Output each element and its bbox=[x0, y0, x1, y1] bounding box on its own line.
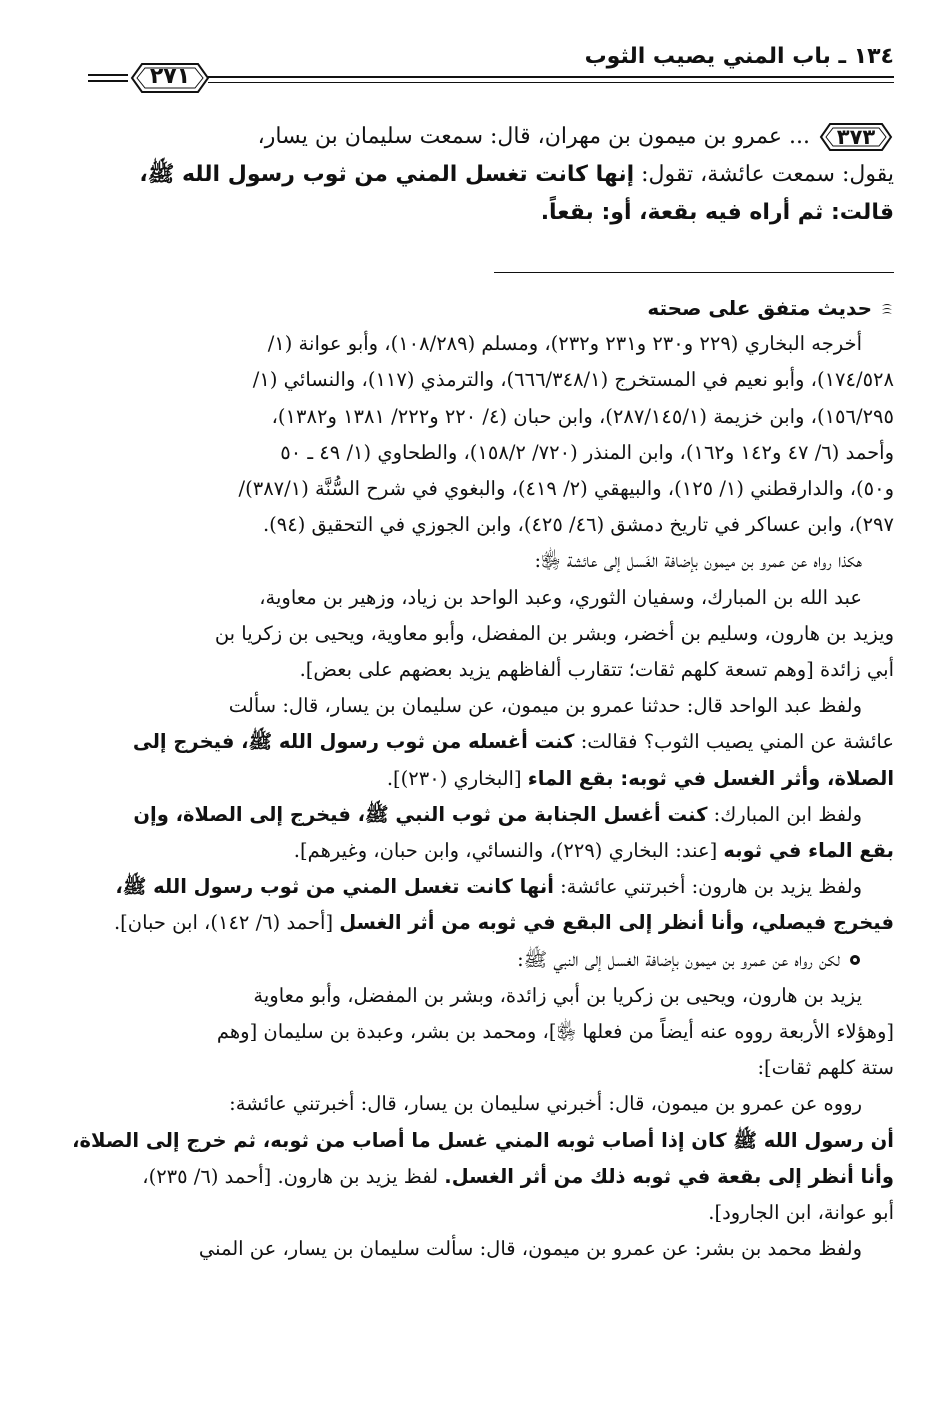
page-header bbox=[88, 38, 894, 100]
wording-plain: ولفظ يزيد بن هارون: أخبرتني عائشة: bbox=[553, 875, 862, 899]
wording-ibn-mubarak-2 bbox=[40, 833, 894, 869]
wording-abdulwahid-3 bbox=[40, 761, 894, 797]
wording-bold: بقع الماء في ثوبه bbox=[723, 839, 894, 863]
wording-plain: [أحمد (٦/ ١٤٢)، ابن حبان]. bbox=[113, 911, 340, 935]
header-rule-thin bbox=[208, 82, 894, 83]
second-narrators-2: [وهؤلاء الأربعة رووه عنه أيضاً من فعلها ﵂]، ومحمد بن بشر، وعبدة بن سليمان [وهم bbox=[216, 1020, 894, 1044]
commentary bbox=[40, 290, 894, 1267]
page-number-badge bbox=[128, 60, 212, 96]
wording-plain: [البخاري (٢٣٠)]. bbox=[386, 766, 528, 790]
narrators-line-1: عبد الله بن المبارك، وسفيان الثوري، وعبد الواحد بن زياد، وزهير بن معاوية، bbox=[259, 585, 862, 609]
second-narrators-1: يزيد بن هارون، ويحيى بن زكريا بن أبي زائدة، وبشر بن المفضل، وأبو معاوية bbox=[253, 983, 862, 1007]
takhrij-line-1: أخرجه البخاري (٢٢٩ و٢٣٠ و٢٣١ و٢٣٢)، ومسلم (١٠٨/٢٨٩)، وأبو عوانة (١/ bbox=[267, 332, 862, 356]
hadith-matn: إنها كانت تغسل المني من ثوب رسول الله ﷺ، bbox=[139, 162, 635, 187]
wording-yazid-2 bbox=[40, 905, 894, 941]
second-narrators-3: ستة كلهم ثقات]: bbox=[757, 1056, 894, 1080]
wording-abdulwahid-1: ولفظ عبد الواحد قال: حدثنا عمرو بن ميمون، عن سليمان بن يسار، قال: سألت bbox=[228, 694, 862, 718]
hadith-number-badge bbox=[818, 121, 894, 153]
header-rule-left-lower bbox=[88, 80, 128, 82]
hadith-line-2 bbox=[62, 156, 894, 194]
takhrij-line-3: ١٥٦/٢٩٥)، وابن خزيمة (٢٨٧/١٤٥/١)، وابن حبان (٤/ ٢٢٠ و٢٢٢/ ١٣٨١ و١٣٨٢)، bbox=[271, 404, 894, 428]
hadith-line-2-plain: يقول: سمعت عائشة، تقول: bbox=[634, 162, 894, 187]
wording-plain: [عند: البخاري (٢٢٩)، والنسائي، وابن حبان، وغيرهم]. bbox=[293, 839, 724, 863]
second-wording-4: أبو عوانة، ابن الجارود]. bbox=[708, 1201, 894, 1225]
wording-bold: الصلاة، وأثر الغسل في ثوبه: بقع الماء bbox=[527, 766, 894, 790]
footnote-divider bbox=[494, 272, 894, 273]
wording-yazid-1 bbox=[40, 869, 894, 905]
wording-ibn-mubarak-1 bbox=[40, 797, 894, 833]
hadith-text bbox=[62, 118, 894, 232]
hadith-line-1 bbox=[62, 118, 894, 156]
wording-bold: فيخرج فيصلي، وأنا أنظر إلى البقع في ثوبه من أثر الغسل bbox=[339, 911, 894, 935]
second-wording-1: رووه عن عمرو بن ميمون، قال: أخبرني سليمان بن يسار، قال: أخبرتني عائشة: bbox=[229, 1092, 862, 1116]
page-number: ٢٧١ bbox=[149, 64, 191, 89]
section-heading bbox=[40, 290, 894, 326]
section-heading-text: حديث متفق على صحته bbox=[647, 296, 872, 320]
hadith-line-3: قالت: ثم أراه فيه بقعة، أو: بقعاً. bbox=[540, 200, 894, 225]
contrary-narration-text: لكن رواه عن عمرو بن ميمون بإضافة الغسل إلى النبي ﷺ: bbox=[517, 947, 840, 971]
narrators-line-2: ويزيد بن هارون، وسليم بن أخضر، وبشر بن المفضل، وأبو معاوية، ويحيى بن زكريا بن bbox=[214, 621, 894, 645]
wording-plain: عائشة عن المني يصيب الثوب؟ فقالت: bbox=[574, 730, 894, 754]
wording-plain: ولفظ ابن المبارك: bbox=[707, 802, 862, 826]
wording-bold: أنها كانت تغسل المني من ثوب رسول الله ﷺ، bbox=[115, 875, 554, 899]
bullet-circle-icon bbox=[848, 953, 862, 967]
contrary-narration bbox=[40, 942, 894, 978]
wording-bold: كنت أغسل الجنابة من ثوب النبي ﷺ، فيخرج إلى الصلاة، وإن bbox=[133, 802, 708, 826]
chapter-title: ١٣٤ ـ باب المني يصيب الثوب bbox=[584, 44, 894, 69]
header-rule-thick bbox=[208, 76, 894, 78]
takhrij-line-5: و٥٠)، والدارقطني (١/ ١٢٥)، والبيهقي (٢/ ٤١٩)، والبغوي في شرح السُّنَّة (٣٨٧/١)/ bbox=[238, 477, 894, 501]
ornament-bullet-icon bbox=[880, 302, 894, 316]
second-wording-2: أن رسول الله ﷺ كان إذا أصاب ثوبه المني غسل ما أصاب من ثوبه، ثم خرج إلى الصلاة، bbox=[72, 1128, 894, 1152]
second-wording-3 bbox=[40, 1159, 894, 1195]
takhrij-line-2: ١٧٤/٥٢٨)، وأبو نعيم في المستخرج (٦٦٦/٣٤٨/١)، والترمذي (١١٧)، والنسائي (١/ bbox=[252, 368, 894, 392]
hadith-line-1-text: ... عمرو بن ميمون بن مهران، قال: سمعت سليمان بن يسار، bbox=[257, 124, 810, 149]
wording-muhammad-bin-bishr: ولفظ محمد بن بشر: عن عمرو بن ميمون، قال: سألت سليمان بن يسار، عن المني bbox=[198, 1237, 862, 1261]
header-rule-left bbox=[88, 74, 128, 76]
narrators-line-3: أبي زائدة [وهم تسعة كلهم ثقات؛ تتقارب ألفاظهم يزيد بعضهم على بعض]. bbox=[299, 658, 894, 682]
wording-bold: وأنا أنظر إلى بقعة في ثوبه ذلك من أثر الغسل. bbox=[444, 1164, 894, 1188]
takhrij-line-4: وأحمد (٦/ ٤٧ و١٤٢ و١٦٢)، وابن المنذر (٧٢٠/ ١٥٨/٢)، والطحاوي (١/ ٤٩ ـ ٥٠ bbox=[280, 440, 894, 464]
hadith-number: ٣٧٣ bbox=[836, 125, 876, 149]
wording-plain: لفظ يزيد بن هارون. [أحمد (٦/ ٢٣٥)، bbox=[142, 1164, 445, 1188]
wording-abdulwahid-2 bbox=[40, 724, 894, 760]
wording-bold: كنت أغسله من ثوب رسول الله ﷺ، فيخرج إلى bbox=[132, 730, 575, 754]
narrators-intro: هكذا رواه عن عمرو بن ميمون بإضافة الغَسل إلى عائشة ﵂: bbox=[534, 549, 862, 573]
takhrij-line-6: ٢٩٧)، وابن عساكر في تاريخ دمشق (٤٦/ ٤٢٥)، وابن الجوزي في التحقيق (٩٤). bbox=[262, 513, 894, 537]
